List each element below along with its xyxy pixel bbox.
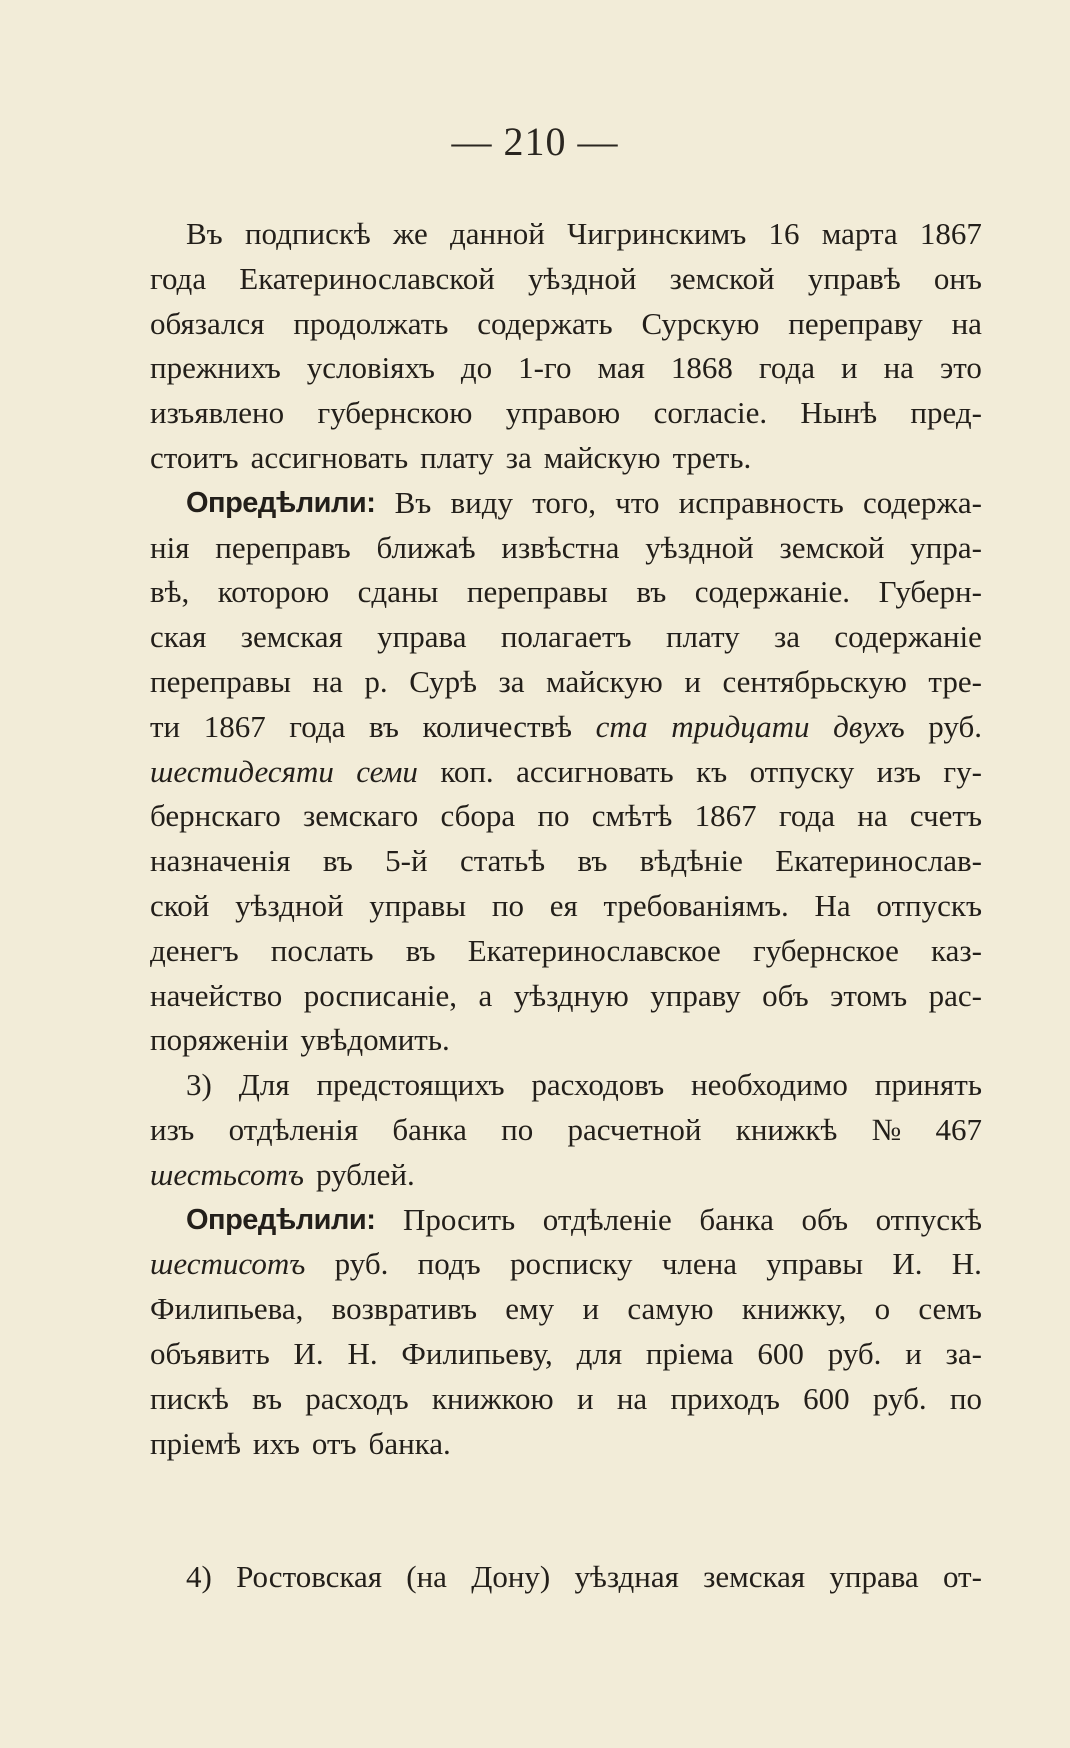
word: (на: [406, 1559, 447, 1595]
word: уѣздная: [574, 1559, 679, 1595]
word: виду: [450, 484, 513, 520]
word: отпуску: [749, 753, 855, 789]
bold-heading-word: Опредѣлили:: [186, 1203, 376, 1236]
text-line: [150, 391, 982, 436]
word: управа: [377, 619, 467, 655]
word: Въ: [394, 484, 432, 520]
word: сданы: [357, 574, 439, 610]
italic-word: тридцати: [671, 708, 810, 744]
word: переправы: [150, 663, 291, 699]
text-line: [150, 526, 982, 571]
word: исправность: [678, 484, 844, 520]
word: полагаетъ: [500, 619, 632, 655]
word: пріемѣ: [150, 1425, 241, 1461]
word: для: [576, 1335, 623, 1371]
word: на: [857, 798, 888, 834]
italic-word: ста: [595, 708, 648, 744]
word: руб.: [827, 1335, 882, 1371]
word: самую: [627, 1291, 714, 1327]
word: тре-: [928, 663, 982, 699]
word: управу: [650, 977, 741, 1013]
word: въ: [252, 1380, 283, 1416]
word: плату: [665, 619, 740, 655]
word: объ: [762, 977, 809, 1013]
word: каз-: [931, 932, 982, 968]
word: Просить: [402, 1201, 516, 1237]
word: управы: [766, 1246, 864, 1282]
text-line: [150, 615, 982, 660]
word: уѣздной: [235, 887, 344, 923]
word: обязался: [150, 305, 265, 341]
word: увѣдомить.: [300, 1022, 450, 1058]
text-line: [150, 346, 982, 391]
word: вѣ,: [150, 574, 190, 610]
italic-word: семи: [356, 753, 418, 789]
word: объявить: [150, 1335, 270, 1371]
word: рублей.: [315, 1156, 415, 1192]
word: расходъ: [305, 1380, 409, 1416]
word: статьѣ: [459, 843, 546, 879]
word: вѣдѣніе: [639, 843, 743, 879]
word: №: [871, 1111, 902, 1147]
word: года: [778, 798, 836, 834]
word: подпискѣ: [244, 216, 371, 251]
word: 1-го: [518, 350, 572, 386]
word: 600: [757, 1335, 804, 1371]
word: и: [582, 1291, 600, 1327]
word: количествѣ: [422, 708, 572, 744]
text-line: [150, 705, 982, 750]
text-line: [150, 750, 982, 795]
word: Сурѣ: [409, 663, 477, 699]
word: губернское: [752, 932, 899, 968]
word: ему: [505, 1291, 555, 1327]
word: принять: [874, 1067, 982, 1103]
text-line: [150, 974, 982, 1019]
text-line: [150, 660, 982, 705]
word: Дону): [471, 1559, 551, 1595]
word: согласіе.: [653, 395, 768, 431]
word: на: [312, 663, 343, 699]
word: въ: [636, 574, 667, 610]
text-line: [150, 302, 982, 347]
word: ти: [150, 708, 181, 744]
word: 1867: [203, 708, 266, 744]
word: росписаніе,: [303, 977, 458, 1013]
word: земской: [669, 260, 775, 296]
word: денегъ: [150, 932, 239, 968]
text-line: [150, 929, 982, 974]
word: переправу: [788, 305, 923, 341]
word: 3): [186, 1067, 212, 1103]
word: ская: [150, 619, 207, 655]
word: ассигновать: [516, 753, 674, 789]
word: ближаѣ: [376, 529, 476, 565]
word: того,: [532, 484, 597, 520]
word: треть.: [672, 439, 752, 475]
word: возвративъ: [331, 1291, 477, 1327]
word: начейство: [150, 977, 283, 1013]
word: содержаніе.: [694, 574, 851, 610]
word: 1867: [694, 798, 757, 834]
word: уѣздную: [513, 977, 629, 1013]
word: же: [393, 216, 428, 251]
word: за: [498, 663, 525, 699]
word: Филипьеву,: [401, 1335, 553, 1371]
text-line: [150, 884, 982, 929]
word: на: [883, 350, 914, 386]
word: отпускѣ: [875, 1201, 982, 1237]
text-line: [150, 436, 982, 481]
text-line: [150, 1332, 982, 1377]
text-line: [150, 481, 982, 526]
word: по: [491, 887, 524, 923]
text-line: [150, 794, 982, 839]
word: члена: [661, 1246, 737, 1282]
word: и: [684, 663, 701, 699]
word: книжкою: [431, 1380, 554, 1416]
word: земская: [240, 619, 343, 655]
word: условіяхъ: [306, 350, 435, 386]
word: росписку: [509, 1246, 633, 1282]
italic-word: шестидесяти: [150, 753, 334, 789]
word: Екатеринославское: [467, 932, 721, 968]
word: это: [939, 350, 982, 386]
text-line: [150, 570, 982, 615]
word: управѣ: [807, 260, 901, 296]
word: ихъ: [252, 1425, 300, 1461]
word: бернскаго: [150, 798, 281, 834]
word: пискѣ: [150, 1380, 229, 1416]
text-line: [150, 1153, 982, 1198]
word: этомъ: [830, 977, 908, 1013]
paragraph-gap: [150, 1466, 982, 1555]
word: банка: [699, 1201, 774, 1237]
word: подъ: [417, 1246, 481, 1282]
word: на: [616, 1380, 648, 1416]
word: въ: [368, 708, 399, 744]
word: въ: [577, 843, 608, 879]
word: изъявлено: [150, 395, 285, 431]
word: 4): [186, 1559, 212, 1595]
text-line: [150, 1018, 982, 1063]
word: пріема: [645, 1335, 734, 1371]
text-line: [150, 1422, 982, 1467]
word: года: [758, 350, 815, 386]
word: 5-й: [385, 843, 428, 879]
word: 16: [768, 216, 800, 251]
word: къ: [696, 753, 728, 789]
word: Екатеринослав-: [775, 843, 982, 879]
word: уѣздной: [528, 260, 637, 296]
word: года: [289, 708, 346, 744]
text-line: [150, 1242, 982, 1287]
word: переправы: [466, 574, 608, 610]
word: данной: [450, 216, 545, 251]
word: р.: [364, 663, 388, 699]
word: необходимо: [691, 1067, 848, 1103]
word: упра-: [910, 529, 982, 565]
word: уѣздной: [645, 529, 754, 565]
word: и: [905, 1335, 922, 1371]
word: а: [478, 977, 493, 1013]
text-line: [150, 1108, 982, 1153]
text-line: [150, 1287, 982, 1332]
word: предстоящихъ: [316, 1067, 505, 1103]
word: назначенія: [150, 843, 291, 879]
word: за: [505, 439, 532, 475]
word: въ: [405, 932, 436, 968]
word: смѣтѣ: [591, 798, 673, 834]
word: майскую: [546, 663, 663, 699]
page-number: — 210 —: [451, 119, 619, 164]
word: ея: [549, 887, 578, 923]
word: коп.: [440, 753, 494, 789]
bold-heading-word: Опредѣлили:: [186, 486, 376, 519]
word: 467: [935, 1111, 982, 1147]
word: объ: [801, 1201, 848, 1237]
word: на: [951, 305, 982, 341]
word: стоитъ: [150, 439, 239, 475]
word: продолжать: [293, 305, 449, 341]
word: ской: [150, 887, 210, 923]
word: Для: [238, 1067, 290, 1103]
text-line: [150, 212, 982, 257]
word: содержа-: [863, 484, 982, 520]
word: за-: [945, 1335, 982, 1371]
text-line: [150, 839, 982, 884]
word: руб.: [334, 1246, 389, 1282]
word: по: [949, 1380, 982, 1416]
word: плату: [420, 439, 494, 475]
word: банка.: [368, 1425, 451, 1461]
word: земская: [703, 1559, 806, 1595]
word: сбора: [440, 798, 516, 834]
word: руб.: [928, 708, 982, 744]
word: мая: [597, 350, 645, 386]
word: земскаго: [303, 798, 419, 834]
body-text: [150, 212, 982, 1600]
word: управа: [829, 1559, 919, 1595]
word: банка: [392, 1111, 467, 1147]
word: что: [615, 484, 660, 520]
word: гу-: [943, 753, 982, 789]
word: содержать: [477, 305, 613, 341]
word: отпускъ: [876, 887, 982, 923]
text-line: [150, 257, 982, 302]
text-line: [150, 1063, 982, 1108]
word: 1867: [919, 216, 982, 251]
word: за: [773, 619, 800, 655]
italic-word: двухъ: [833, 708, 905, 744]
word: Филипьева,: [150, 1291, 304, 1327]
word: расчетной: [567, 1111, 702, 1147]
word: Чигринскимъ: [567, 216, 747, 251]
word: Ростовская: [236, 1559, 383, 1595]
word: содержаніе: [834, 619, 982, 655]
word: Губерн-: [878, 574, 982, 610]
word: На: [814, 887, 851, 923]
word: отъ: [311, 1425, 357, 1461]
word: Н.: [951, 1246, 982, 1282]
word: приходъ: [670, 1380, 780, 1416]
word: И.: [892, 1246, 923, 1282]
word: расходовъ: [531, 1067, 665, 1103]
word: Нынѣ: [800, 395, 878, 431]
word: Н.: [347, 1335, 378, 1371]
word: земской: [779, 529, 885, 565]
italic-word: шестисотъ: [150, 1246, 306, 1282]
word: онъ: [933, 260, 982, 296]
word: Сурскую: [641, 305, 760, 341]
word: и: [576, 1380, 594, 1416]
word: изъ: [150, 1111, 195, 1147]
word: рас-: [928, 977, 982, 1013]
word: книжку,: [741, 1291, 847, 1327]
word: прежнихъ: [150, 350, 281, 386]
word: сентябрьскую: [722, 663, 907, 699]
word: отдѣленія: [228, 1111, 359, 1147]
word: управы: [369, 887, 467, 923]
word: Въ: [186, 216, 223, 251]
word: поряженіи: [150, 1022, 289, 1058]
word: 1868: [670, 350, 733, 386]
text-line: [150, 1555, 982, 1600]
word: от-: [942, 1559, 982, 1595]
italic-word: шестьсотъ: [150, 1156, 304, 1192]
word: въ: [322, 843, 353, 879]
word: послать: [270, 932, 374, 968]
word: марта: [821, 216, 898, 251]
word: извѣстна: [501, 529, 620, 565]
word: нія: [150, 529, 190, 565]
word: счетъ: [909, 798, 982, 834]
word: ассигновать: [250, 439, 409, 475]
word: отдѣленіе: [542, 1201, 672, 1237]
word: управою: [505, 395, 621, 431]
word: по: [537, 798, 570, 834]
word: майскую: [543, 439, 661, 475]
word: 600: [803, 1380, 850, 1416]
word: до: [460, 350, 493, 386]
word: которою: [217, 574, 330, 610]
word: года: [150, 260, 207, 296]
word: переправъ: [215, 529, 351, 565]
word: семъ: [918, 1291, 982, 1327]
word: по: [501, 1111, 534, 1147]
word: пред-: [910, 395, 982, 431]
word: изъ: [876, 753, 921, 789]
word: требованіямъ.: [603, 887, 789, 923]
word: руб.: [872, 1380, 927, 1416]
word: о: [874, 1291, 891, 1327]
text-line: [150, 1377, 982, 1422]
word: И.: [293, 1335, 324, 1371]
word: Екатеринославской: [239, 260, 495, 296]
text-line: [150, 1198, 982, 1243]
word: губернскою: [317, 395, 473, 431]
word: и: [840, 350, 858, 386]
word: книжкѣ: [735, 1111, 838, 1147]
